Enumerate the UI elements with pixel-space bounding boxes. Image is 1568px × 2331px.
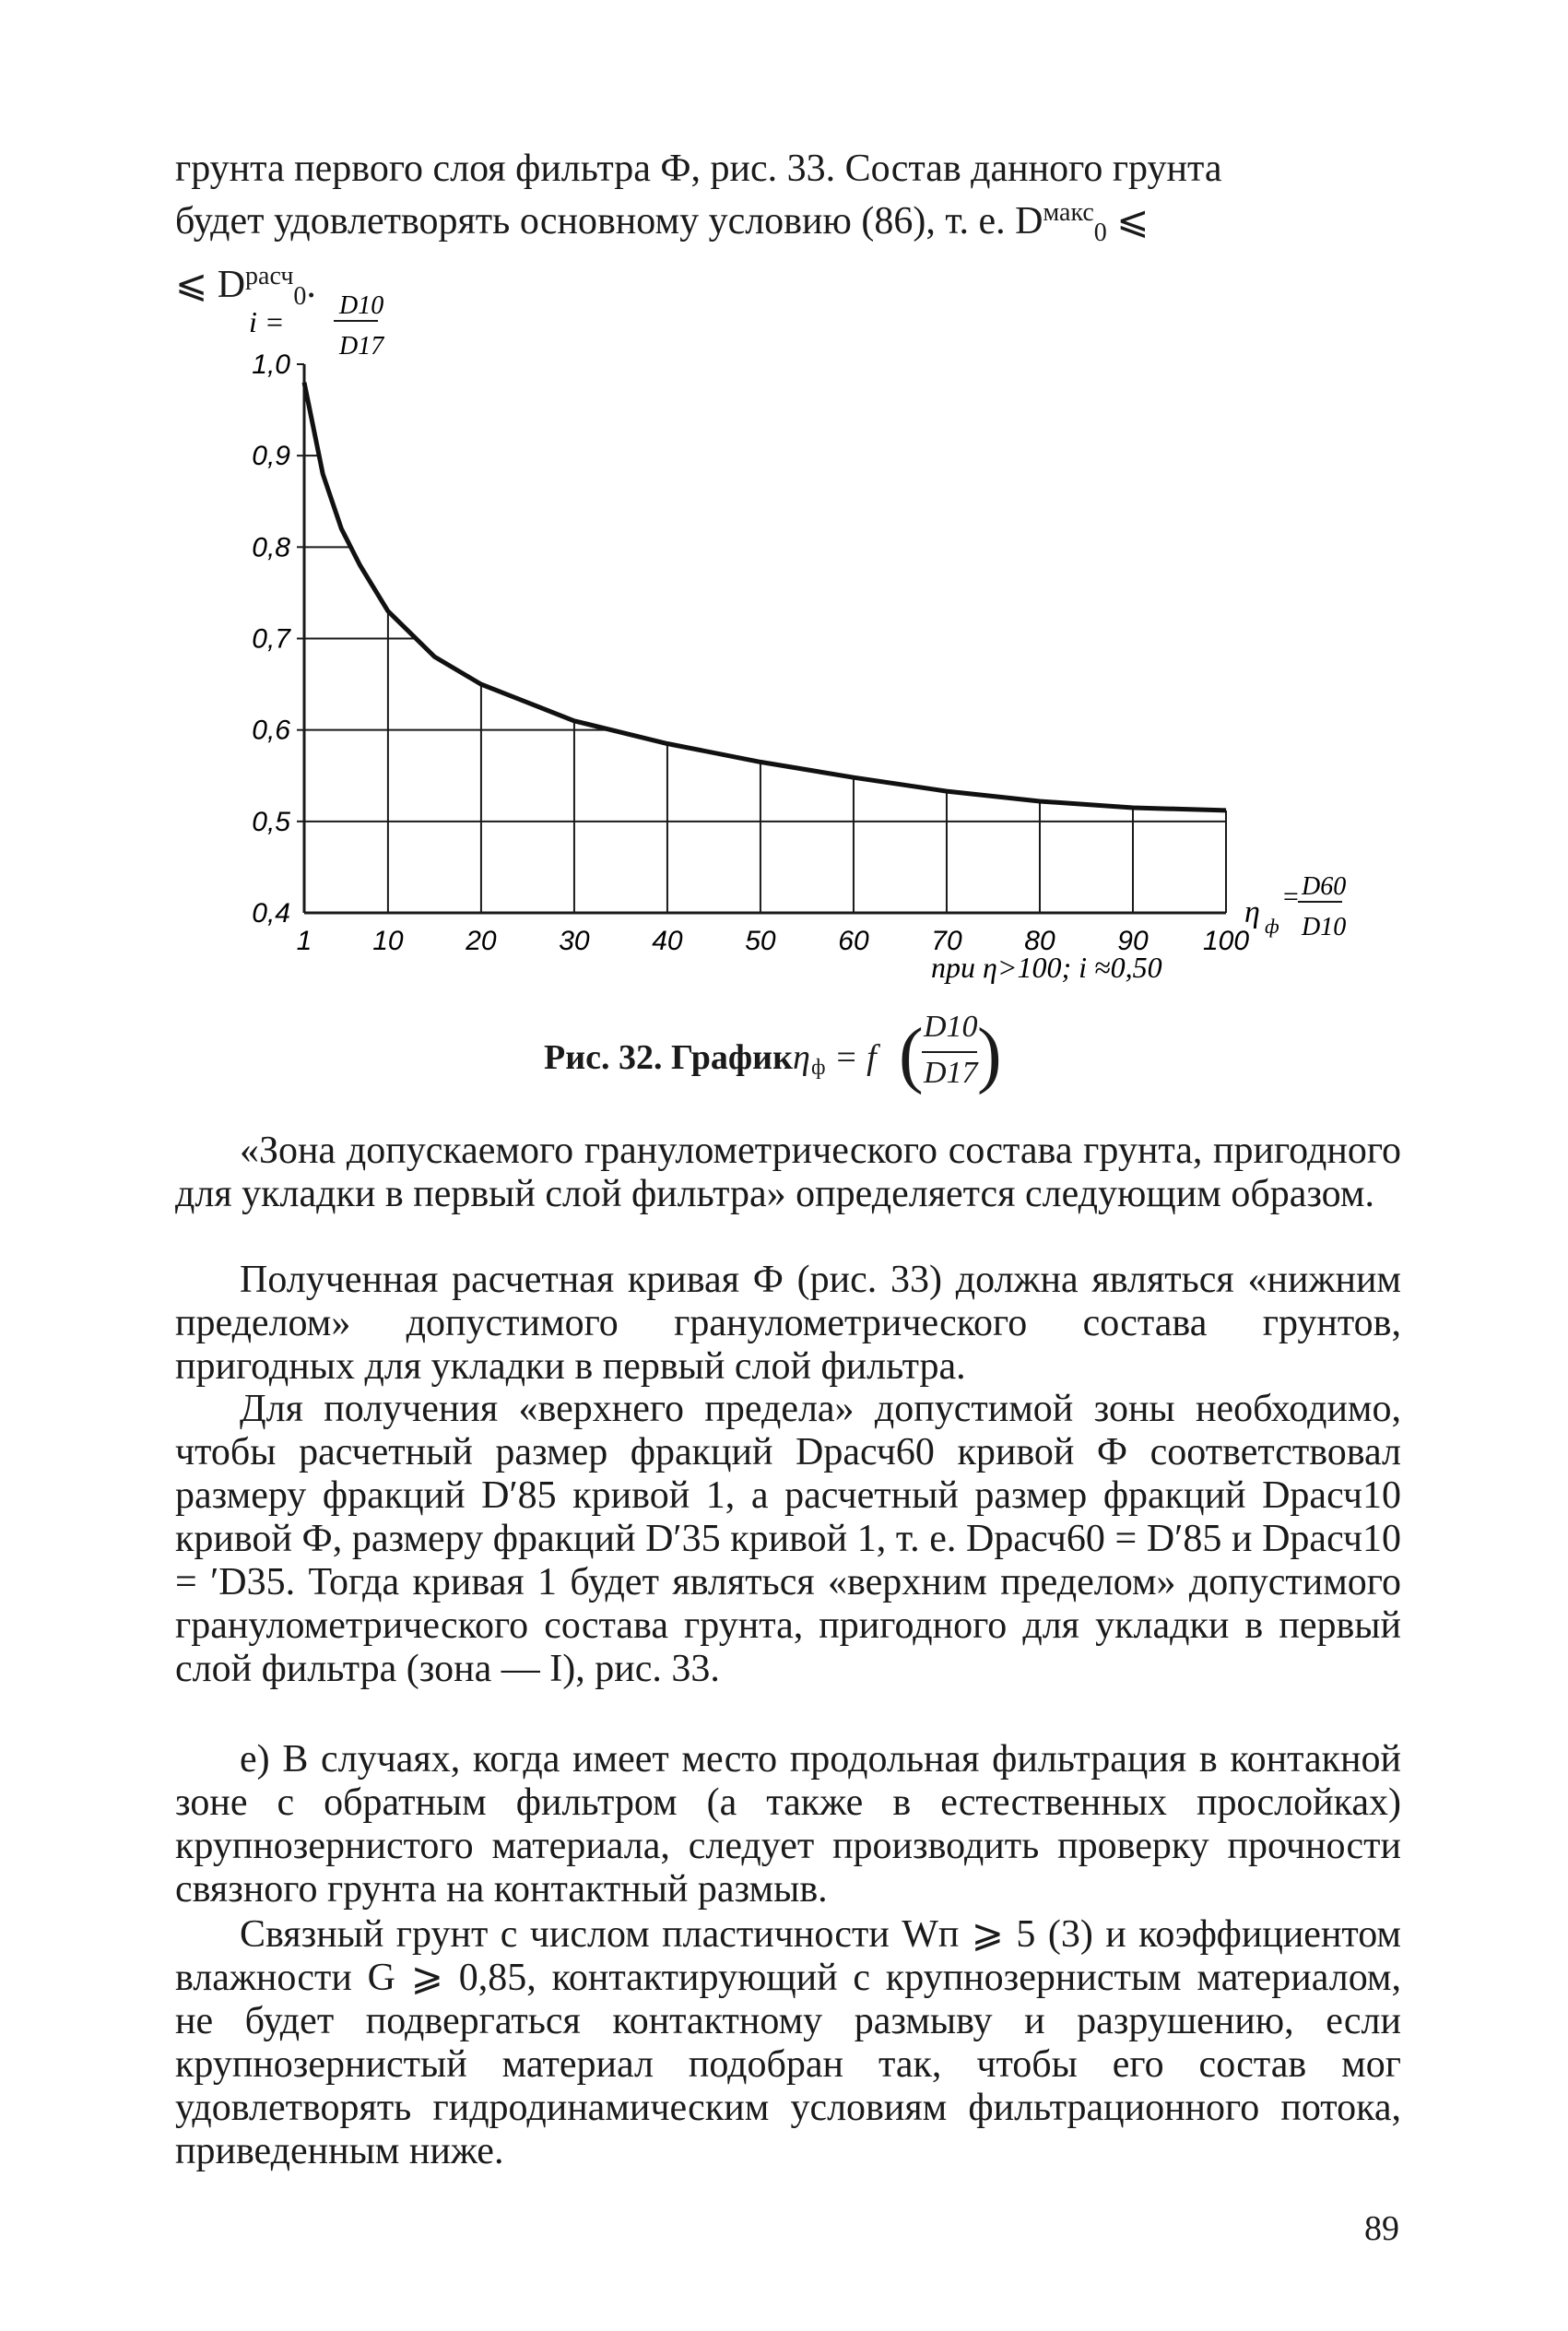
paragraph-4: е) В случаях, когда имеет место продольная фильтрация в контакной зоне с обратным фильтром (а также в естественных прослойках) крупнозернистого материала, следует производить проверку прочности связного грунта на контактный размыв.: [175, 1738, 1401, 1911]
y-label-main: i =: [249, 305, 285, 338]
paragraph-3: Для получения «верхнего предела» допустимой зоны необходимо, чтобы расчетный размер фракций Dрасч60 кривой Ф соответствовал размеру фракций D′85 кривой 1, а расчетный размер фракций Dрасч10 кривой Ф, размеру фракций D′35 кривой 1, т. е. Dрасч60 = D′85 и Dрасч10 = ′D35. Тогда кривая 1 будет являться «верхним пределом» допустимого гранулометрического состава грунта, пригодного для укладки в первый слой фильтра (зона — I), рис. 33.: [175, 1388, 1401, 1690]
y-tick-label: 0,4: [252, 898, 290, 929]
x-tick-label: 50: [745, 926, 776, 956]
y-tick-label: 0,7: [252, 623, 290, 655]
top-line-3: ⩽ $D^{расч}_0$.: [175, 262, 316, 311]
x-tick-label: 80: [1024, 926, 1055, 956]
chart-grid: [297, 364, 1226, 913]
caption-eta-sub: ф: [811, 1056, 826, 1080]
x-tick-label: 90: [1117, 926, 1149, 956]
y-tick-label: 0,9: [252, 441, 290, 472]
y-tick-labels: [252, 349, 291, 929]
figure-caption: [544, 1010, 1189, 1111]
x-tick-label: 20: [466, 926, 497, 956]
caption-fraction-bar: [922, 1051, 977, 1053]
x-label-den: D10: [1302, 913, 1347, 941]
y-tick-label: 0,8: [252, 532, 290, 563]
y-tick-label: 0,6: [252, 715, 290, 746]
figure-32-chart: [0, 0, 1568, 1014]
chart-annotation: при η>100; i ≈0,50: [931, 951, 1162, 984]
x-tick-label: 40: [652, 926, 683, 956]
y-tick-label: 1,0: [252, 349, 290, 380]
top-line-1: грунта первого слоя фильтра Ф, рис. 33. Состав данного грунта: [175, 148, 1222, 190]
y-label-num: D10: [339, 291, 384, 320]
caption-paren-left: (: [899, 1014, 924, 1095]
paragraph-2: Полученная расчетная кривая Ф (рис. 33) должна являться «нижним пределом» допустимого гранулометрического состава грунтов, пригодных для укладки в первый слой фильтра.: [175, 1259, 1401, 1388]
y-tick-label: 0,5: [252, 806, 290, 837]
caption-eta: η: [793, 1038, 810, 1077]
caption-prefix: Рис. 32. График: [544, 1038, 793, 1077]
caption-num: D10: [924, 1010, 978, 1044]
x-tick-label: 10: [372, 926, 404, 956]
x-tick-label: 60: [838, 926, 869, 956]
x-tick-label: 30: [559, 926, 590, 956]
caption-den: D17: [924, 1056, 978, 1090]
x-label-main: η: [1244, 895, 1260, 929]
curve-series: [304, 383, 1226, 811]
caption-eq: = f: [834, 1038, 877, 1077]
paragraph-1: «Зона допускаемого гранулометрического состава грунта, пригодного для укладки в первый слой фильтра» определяется следующим образом.: [175, 1130, 1401, 1215]
caption-paren-right: ): [977, 1014, 1002, 1095]
x-label-eq: =: [1281, 882, 1301, 912]
x-label-num: D60: [1302, 872, 1347, 901]
x-tick-label: 100: [1202, 926, 1250, 956]
x-tick-label: 70: [931, 926, 962, 956]
x-tick-label: 1: [296, 926, 312, 956]
page-number: 89: [1364, 2209, 1399, 2248]
paragraph-5: Связный грунт с числом пластичности Wп ⩾ 5 (3) и коэффициентом влажности G ⩾ 0,85, контактирующий с крупнозернистым материалом, не будет подвергаться контактному размыву и разрушению, если крупнозернистый материал подобран так, чтобы его состав мог удовлетворять гидродинамическим условиям фильтрационного потока, приведенным ниже.: [175, 1913, 1401, 2172]
x-label-sub: ф: [1265, 915, 1279, 938]
x-axis-label: [1244, 872, 1346, 941]
chart-axes: [304, 364, 1226, 913]
top-line-2: будет удовлетворять основному условию (86), т. е. $D^{макс}_0$ ⩽: [175, 198, 1149, 247]
y-label-den: D17: [339, 332, 384, 361]
